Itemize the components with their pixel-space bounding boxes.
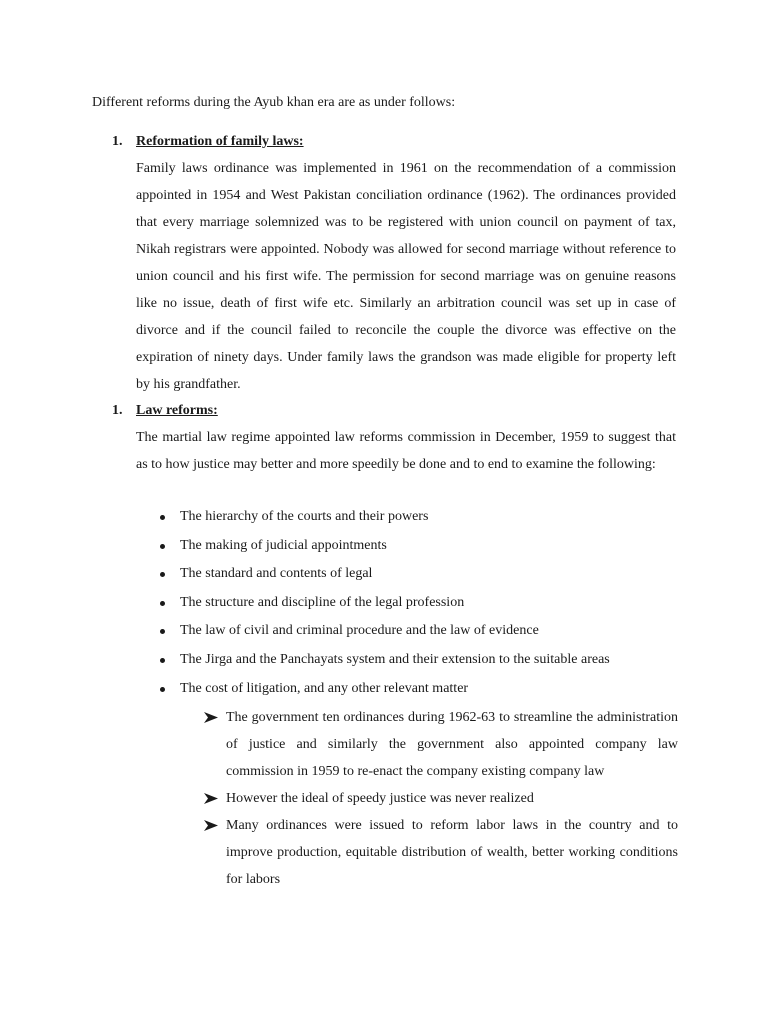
arrow-list bbox=[204, 704, 678, 893]
section-number: 1. bbox=[112, 134, 123, 149]
bullet-item: The making of judicial appointments bbox=[156, 535, 676, 564]
arrow-item: Many ordinances were issued to reform labor laws in the country and to improve production, equitable distribution of wealth, better working conditions for labors bbox=[204, 812, 678, 893]
bullet-dot-icon bbox=[160, 687, 165, 692]
section-body-family-laws: Family laws ordinance was implemented in 1961 on the recommendation of a commission appointed in 1954 and West Pakistan conciliation ordinance (1962). The ordinances provided that every marriage solemnized was to be registered with union council on payment of tax, Nikah registrars were appointed. Nobody was allowed for second marriage without reference to union council and his first wife. The permission for second marriage was on genuine reasons like no issue, death of first wife etc. Similarly an arbitration council was set up in case of divorce and if the council failed to reconcile the couple the divorce was effective on the expiration of ninety days. Under family laws the grandson was made eligible for property left by his grandfather. bbox=[136, 161, 676, 392]
section-heading-law-reforms bbox=[112, 402, 672, 420]
section-title: Law reforms: bbox=[136, 403, 218, 418]
section-body-law-reforms: The martial law regime appointed law reforms commission in December, 1959 to suggest that as to how justice may better and more speedily be done and to end to examine the following: bbox=[136, 430, 676, 472]
bullet-item: The hierarchy of the courts and their powers bbox=[156, 506, 676, 535]
bullet-item: The Jirga and the Panchayats system and their extension to the suitable areas bbox=[156, 649, 676, 678]
bullet-item: The cost of litigation, and any other relevant matter bbox=[156, 678, 676, 707]
intro-text: Different reforms during the Ayub khan era are as under follows: bbox=[92, 95, 456, 110]
section-title: Reformation of family laws: bbox=[136, 134, 304, 149]
bullet-dot-icon bbox=[160, 601, 165, 606]
section-heading-family-laws bbox=[112, 133, 672, 151]
bullet-dot-icon bbox=[160, 572, 165, 577]
bullet-dot-icon bbox=[160, 544, 165, 549]
bullet-dot-icon bbox=[160, 658, 165, 663]
bullet-list bbox=[156, 506, 676, 706]
arrow-item: However the ideal of speedy justice was never realized bbox=[204, 785, 678, 812]
arrow-item: The government ten ordinances during 1962-63 to streamline the administration of justice and similarly the government also appointed company law commission in 1959 to re-enact the company existing company law bbox=[204, 704, 678, 785]
bullet-item: The standard and contents of legal bbox=[156, 563, 676, 592]
arrow-bullet-icon bbox=[204, 820, 218, 831]
bullet-item: The structure and discipline of the legal profession bbox=[156, 592, 676, 621]
section-number: 1. bbox=[112, 403, 123, 418]
bullet-dot-icon bbox=[160, 629, 165, 634]
arrow-bullet-icon bbox=[204, 712, 218, 723]
bullet-dot-icon bbox=[160, 515, 165, 520]
bullet-item: The law of civil and criminal procedure and the law of evidence bbox=[156, 620, 676, 649]
arrow-bullet-icon bbox=[204, 793, 218, 804]
